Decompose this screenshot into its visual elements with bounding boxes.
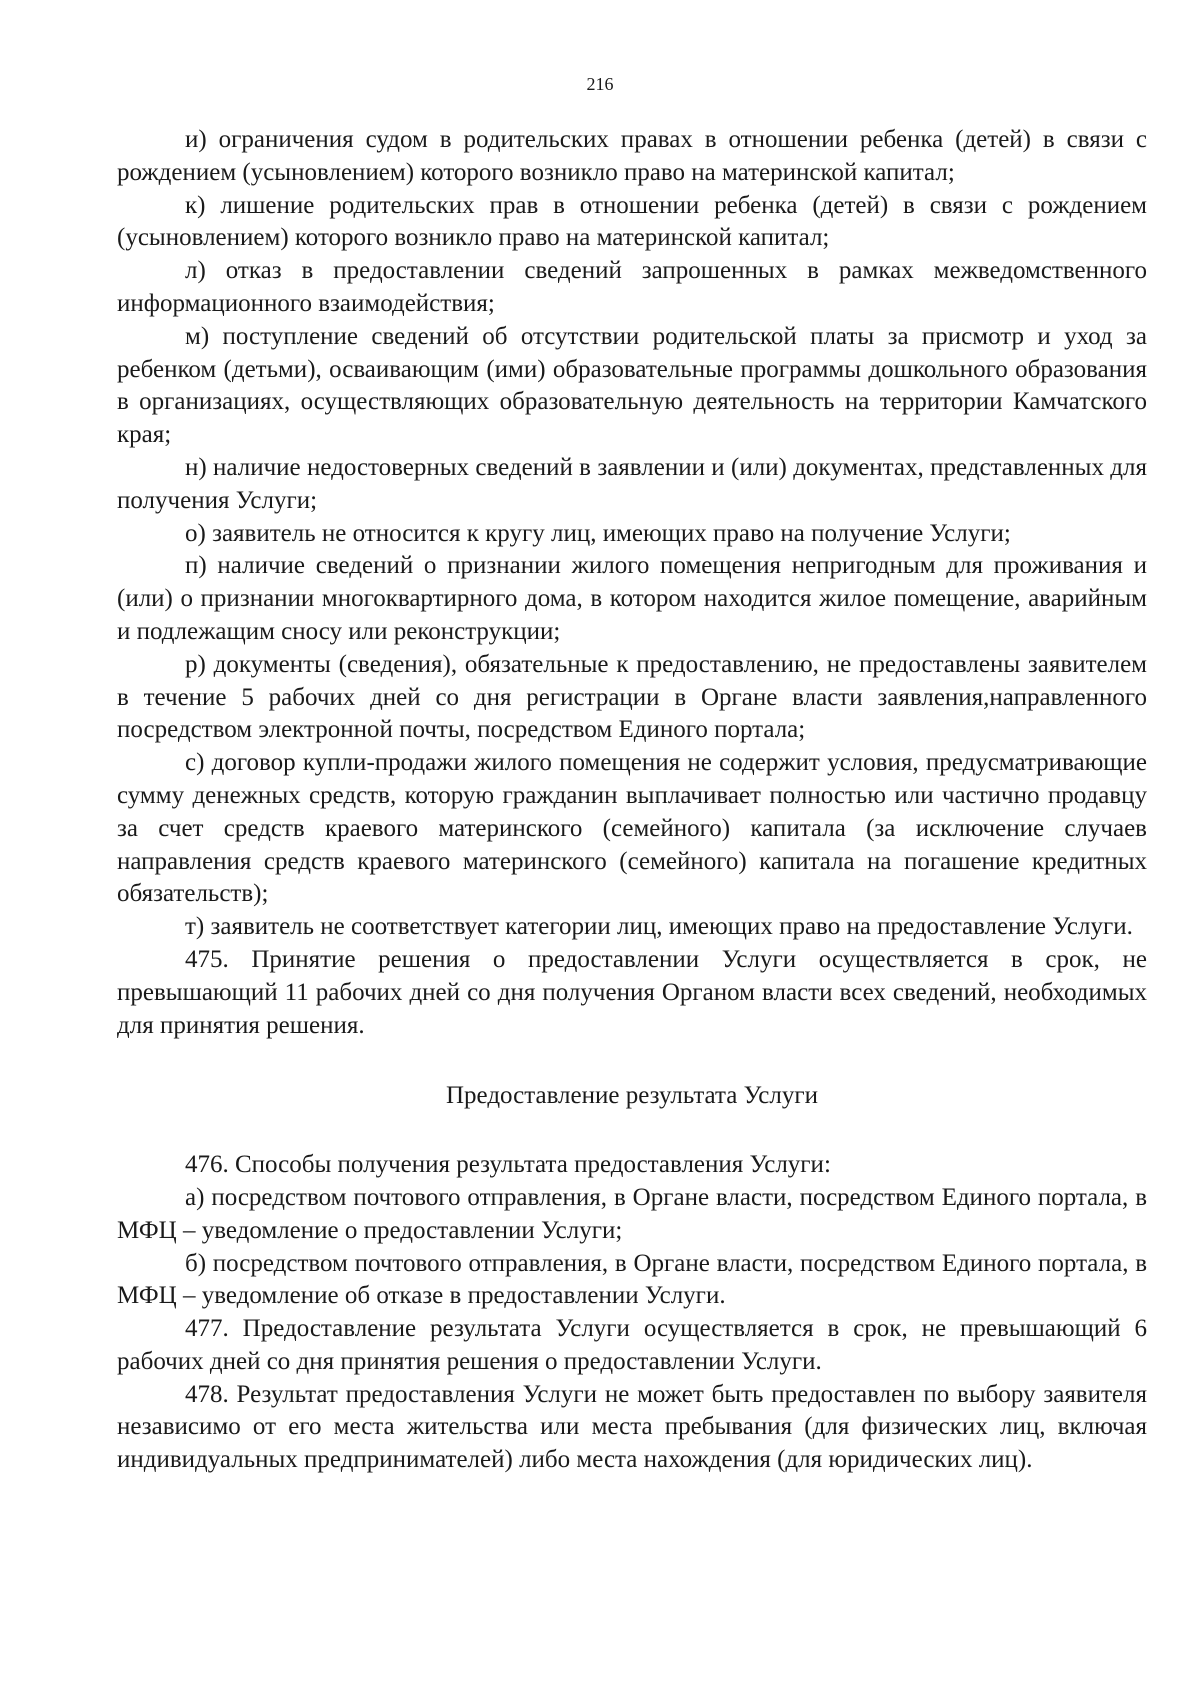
paragraph-475: 475. Принятие решения о предоставлении Услуги осуществляется в срок, не превышающий 11 рабочих дней со дня получения Органом власти всех сведений, необходимых для принятия решения. (117, 945, 1147, 1039)
section-heading: Предоставление результата Услуги (446, 1082, 818, 1110)
paragraph-n: н) наличие недостоверных сведений в заявлении и (или) документах, представленных для получения Услуги; (117, 453, 1147, 514)
paragraph-a: а) посредством почтового отправления, в Органе власти, посредством Единого портала, в МФЦ – уведомление о предоставлении Услуги; (117, 1183, 1147, 1244)
paragraph-r: р) документы (сведения), обязательные к предоставлению, не предоставлены заявителем в течение 5 рабочих дней со дня регистрации в Органе власти заявления,направленного посредством электронной почты, посредством Единого портала; (117, 650, 1147, 744)
paragraph-476: 476. Способы получения результата предоставления Услуги: (185, 1151, 831, 1179)
paragraph-l: л) отказ в предоставлении сведений запрошенных в рамках межведомственного информационного взаимодействия; (117, 257, 1147, 317)
paragraph-477: 477. Предоставление результата Услуги осуществляется в срок, не превышающий 6 рабочих дней со дня принятия решения о предоставлении Услуги. (117, 1315, 1147, 1375)
paragraph-b: б) посредством почтового отправления, в Органе власти, посредством Единого портала, в МФЦ – уведомление об отказе в предоставлении Услуги. (117, 1249, 1147, 1310)
paragraph-o: о) заявитель не относится к кругу лиц, имеющих право на получение Услуги; (185, 519, 1011, 547)
paragraph-p: п) наличие сведений о признании жилого помещения непригодным для проживания и (или) о признании многоквартирного дома, в котором находится жилое помещение, аварийным и подлежащим сносу или реконструкции; (117, 552, 1147, 645)
document-body (117, 124, 1147, 1477)
paragraph-s: с) договор купли-продажи жилого помещения не содержит условия, предусматривающие сумму денежных средств, которую гражданин выплачивает полностью или частично продавцу за счет средств краевого материнского (семейного) капитала (за исключение случаев направления средств краевого материнского (семейного) капитала на погашение кредитных обязательств); (117, 749, 1147, 908)
paragraph-k: к) лишение родительских прав в отношении ребенка (детей) в связи с рождением (усыновлением) которого возникло право на материнской капитал; (117, 191, 1147, 252)
paragraph-478: 478. Результат предоставления Услуги не может быть предоставлен по выбору заявителя независимо от его места жительства или места пребывания (для физических лиц, включая индивидуальных предпринимателей) либо места нахождения (для юридических лиц). (117, 1380, 1147, 1474)
paragraph-i: и) ограничения судом в родительских правах в отношении ребенка (детей) в связи с рождением (усыновлением) которого возникло право на материнской капитал; (117, 126, 1147, 186)
page-number: 216 (586, 74, 614, 94)
paragraph-t: т) заявитель не соответствует категории лиц, имеющих право на предоставление Услуги. (185, 913, 1133, 941)
paragraph-m: м) поступление сведений об отсутствии родительской платы за присмотр и уход за ребенком (детьми), осваивающим (ими) образовательные программы дошкольного образования в организациях, осуществляющих образовательную деятельность на территории Камчатского края; (117, 322, 1147, 449)
